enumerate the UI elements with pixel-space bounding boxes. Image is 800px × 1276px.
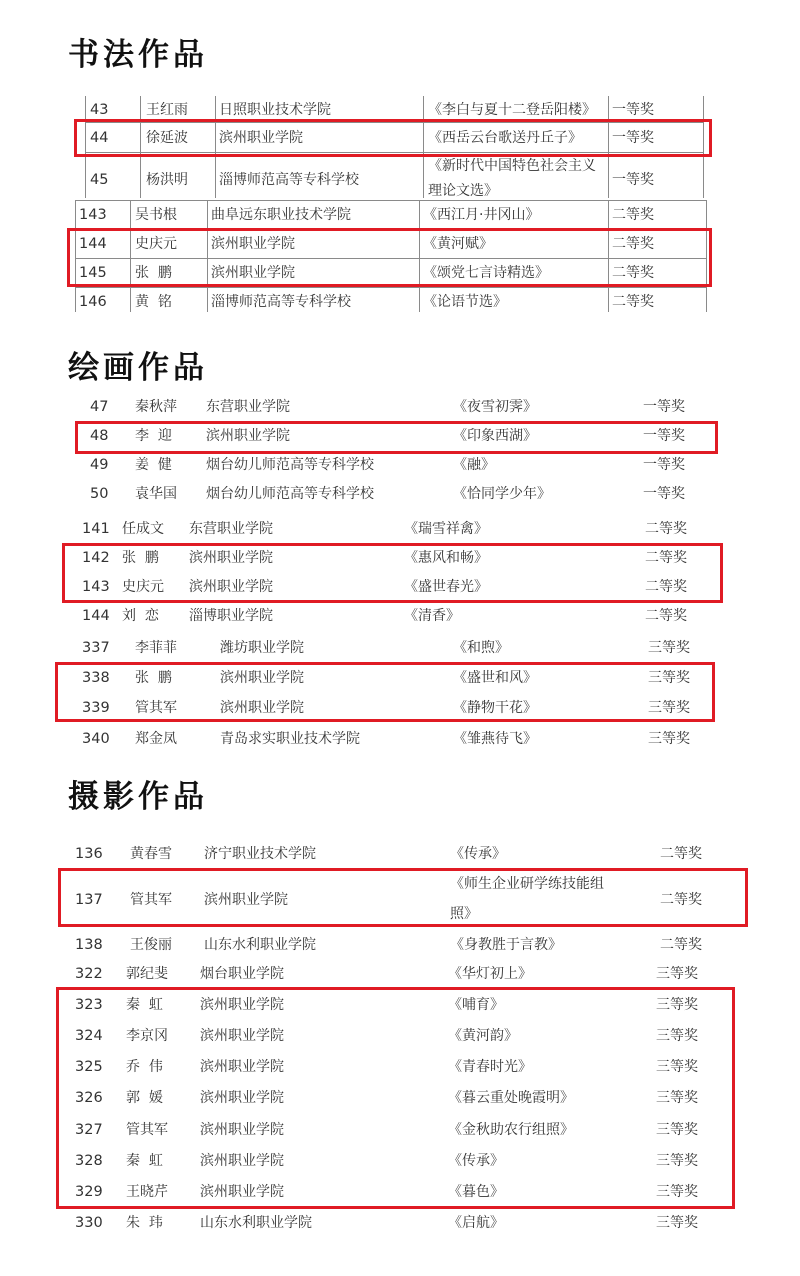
cell-award: 一等奖 (612, 130, 654, 146)
cell-school: 烟台幼儿师范高等专科学校 (206, 457, 374, 473)
cell-work: 《青春时光》 (448, 1059, 532, 1075)
cell-award: 三等奖 (656, 1122, 698, 1138)
cell-award: 三等奖 (656, 1090, 698, 1106)
cell-school: 滨州职业学院 (200, 1153, 284, 1169)
cell-number: 145 (79, 265, 107, 281)
cell-number: 337 (82, 640, 110, 656)
cell-work: 《启航》 (448, 1215, 504, 1231)
table-grid-line (75, 200, 706, 201)
cell-work: 《论语节选》 (423, 294, 507, 310)
cell-name: 郭 媛 (126, 1090, 163, 1106)
cell-award: 三等奖 (656, 1153, 698, 1169)
cell-number: 43 (90, 102, 109, 118)
cell-school: 滨州职业学院 (200, 1184, 284, 1200)
cell-award: 三等奖 (656, 1059, 698, 1075)
cell-name: 秦 虹 (126, 1153, 163, 1169)
cell-number: 47 (90, 399, 109, 415)
cell-school: 淄博师范高等专科学校 (211, 294, 351, 310)
cell-school: 淄博职业学院 (189, 608, 273, 624)
calligraphy-heading: 书法作品 (68, 37, 208, 73)
cell-number: 141 (82, 521, 110, 537)
cell-work: 《惠风和畅》 (404, 550, 488, 566)
cell-award: 三等奖 (648, 670, 690, 686)
cell-work: 《哺育》 (448, 997, 504, 1013)
cell-name: 王红雨 (146, 102, 188, 118)
cell-number: 136 (75, 846, 103, 862)
cell-name: 李 迎 (135, 428, 172, 444)
cell-award: 一等奖 (643, 486, 685, 502)
cell-award: 一等奖 (612, 172, 654, 188)
cell-name: 朱 玮 (126, 1215, 163, 1231)
cell-work: 《暮云重处晚霞明》 (448, 1090, 574, 1106)
cell-name: 史庆元 (122, 579, 164, 595)
cell-number: 137 (75, 892, 103, 908)
cell-work: 《和煦》 (453, 640, 509, 656)
cell-work: 《新时代中国特色社会主义 (428, 158, 596, 174)
cell-name: 刘 恋 (122, 608, 159, 624)
cell-work: 照》 (450, 906, 478, 922)
cell-school: 滨州职业学院 (200, 1090, 284, 1106)
cell-number: 144 (79, 236, 107, 252)
cell-work: 《金秋助农行组照》 (448, 1122, 574, 1138)
highlight-box (67, 228, 712, 287)
cell-name: 黄 铭 (135, 294, 172, 310)
cell-name: 袁华国 (135, 486, 177, 502)
cell-work: 《清香》 (404, 608, 460, 624)
cell-name: 徐延波 (146, 130, 188, 146)
cell-award: 二等奖 (645, 608, 687, 624)
cell-award: 三等奖 (656, 1184, 698, 1200)
cell-school: 滨州职业学院 (211, 265, 295, 281)
cell-school: 滨州职业学院 (200, 997, 284, 1013)
cell-work: 《传承》 (450, 846, 506, 862)
cell-school: 日照职业技术学院 (219, 102, 331, 118)
cell-number: 146 (79, 294, 107, 310)
cell-school: 山东水利职业学院 (204, 937, 316, 953)
highlight-box (56, 987, 735, 1209)
cell-number: 138 (75, 937, 103, 953)
cell-school: 东营职业学院 (189, 521, 273, 537)
cell-school: 东营职业学院 (206, 399, 290, 415)
cell-number: 323 (75, 997, 103, 1013)
highlight-box (58, 868, 748, 927)
cell-number: 325 (75, 1059, 103, 1075)
cell-work: 《黄河韵》 (448, 1028, 518, 1044)
painting-heading: 绘画作品 (68, 350, 208, 386)
cell-school: 滨州职业学院 (219, 130, 303, 146)
cell-number: 143 (82, 579, 110, 595)
cell-work: 《师生企业研学练技能组 (450, 876, 604, 892)
cell-number: 338 (82, 670, 110, 686)
cell-work: 《西江月·井冈山》 (423, 207, 540, 223)
cell-school: 青岛求实职业技术学院 (220, 731, 360, 747)
cell-number: 48 (90, 428, 109, 444)
cell-award: 一等奖 (643, 428, 685, 444)
cell-work: 《身教胜于言教》 (450, 937, 562, 953)
cell-number: 327 (75, 1122, 103, 1138)
highlight-box (74, 119, 712, 157)
cell-work: 《静物干花》 (453, 700, 537, 716)
cell-award: 二等奖 (612, 265, 654, 281)
cell-number: 144 (82, 608, 110, 624)
cell-name: 王俊丽 (130, 937, 172, 953)
cell-award: 三等奖 (656, 1215, 698, 1231)
cell-award: 一等奖 (643, 457, 685, 473)
cell-work: 《瑞雪祥禽》 (404, 521, 488, 537)
cell-school: 滨州职业学院 (200, 1059, 284, 1075)
cell-name: 张 鹏 (135, 265, 172, 281)
highlight-box (62, 543, 723, 603)
cell-work: 《盛世春光》 (404, 579, 488, 595)
cell-number: 328 (75, 1153, 103, 1169)
cell-award: 二等奖 (645, 521, 687, 537)
cell-number: 45 (90, 172, 109, 188)
cell-number: 50 (90, 486, 109, 502)
cell-work: 《夜雪初霁》 (453, 399, 537, 415)
cell-name: 郑金凤 (135, 731, 177, 747)
cell-name: 吴书根 (135, 207, 177, 223)
cell-award: 三等奖 (656, 1028, 698, 1044)
table-grid-line (75, 287, 706, 288)
cell-work: 《颂党七言诗精选》 (423, 265, 549, 281)
cell-name: 管其军 (135, 700, 177, 716)
cell-award: 二等奖 (612, 294, 654, 310)
cell-award: 二等奖 (645, 579, 687, 595)
cell-number: 322 (75, 966, 103, 982)
cell-school: 滨州职业学院 (211, 236, 295, 252)
cell-number: 326 (75, 1090, 103, 1106)
cell-school: 曲阜远东职业技术学院 (211, 207, 351, 223)
cell-number: 142 (82, 550, 110, 566)
cell-work: 《盛世和风》 (453, 670, 537, 686)
cell-name: 管其军 (126, 1122, 168, 1138)
cell-award: 二等奖 (660, 846, 702, 862)
cell-award: 三等奖 (648, 731, 690, 747)
cell-award: 三等奖 (656, 997, 698, 1013)
cell-number: 324 (75, 1028, 103, 1044)
cell-work: 《华灯初上》 (448, 966, 532, 982)
cell-award: 一等奖 (612, 102, 654, 118)
cell-work: 《李白与夏十二登岳阳楼》 (428, 102, 596, 118)
cell-number: 44 (90, 130, 109, 146)
cell-name: 姜 健 (135, 457, 172, 473)
cell-work: 理论文选》 (428, 183, 498, 199)
cell-school: 淄博师范高等专科学校 (219, 172, 359, 188)
cell-name: 郭纪斐 (126, 966, 168, 982)
cell-number: 340 (82, 731, 110, 747)
cell-number: 143 (79, 207, 107, 223)
cell-school: 滨州职业学院 (220, 700, 304, 716)
cell-school: 潍坊职业学院 (220, 640, 304, 656)
photography-heading: 摄影作品 (68, 779, 208, 815)
cell-award: 一等奖 (643, 399, 685, 415)
cell-work: 《暮色》 (448, 1184, 504, 1200)
cell-name: 乔 伟 (126, 1059, 163, 1075)
cell-school: 滨州职业学院 (220, 670, 304, 686)
cell-name: 管其军 (130, 892, 172, 908)
cell-award: 二等奖 (645, 550, 687, 566)
cell-name: 张 鹏 (135, 670, 172, 686)
cell-name: 史庆元 (135, 236, 177, 252)
cell-award: 三等奖 (656, 966, 698, 982)
cell-school: 滨州职业学院 (204, 892, 288, 908)
cell-award: 二等奖 (612, 207, 654, 223)
cell-number: 330 (75, 1215, 103, 1231)
cell-work: 《融》 (453, 457, 495, 473)
cell-name: 李菲菲 (135, 640, 177, 656)
cell-award: 二等奖 (660, 937, 702, 953)
highlight-box (55, 662, 715, 722)
cell-award: 三等奖 (648, 640, 690, 656)
cell-work: 《传承》 (448, 1153, 504, 1169)
cell-work: 《恰同学少年》 (453, 486, 551, 502)
cell-award: 二等奖 (612, 236, 654, 252)
cell-number: 49 (90, 457, 109, 473)
cell-award: 二等奖 (660, 892, 702, 908)
cell-school: 山东水利职业学院 (200, 1215, 312, 1231)
cell-name: 杨洪明 (146, 172, 188, 188)
cell-school: 滨州职业学院 (200, 1122, 284, 1138)
cell-name: 王晓芹 (126, 1184, 168, 1200)
cell-school: 济宁职业技术学院 (204, 846, 316, 862)
cell-name: 任成文 (122, 521, 164, 537)
cell-school: 滨州职业学院 (206, 428, 290, 444)
cell-name: 李京冈 (126, 1028, 168, 1044)
cell-number: 339 (82, 700, 110, 716)
cell-school: 烟台职业学院 (200, 966, 284, 982)
highlight-box (75, 421, 718, 454)
cell-school: 滨州职业学院 (189, 550, 273, 566)
cell-work: 《黄河赋》 (423, 236, 493, 252)
cell-name: 秦 虹 (126, 997, 163, 1013)
cell-work: 《雏燕待飞》 (453, 731, 537, 747)
cell-work: 《印象西湖》 (453, 428, 537, 444)
cell-number: 329 (75, 1184, 103, 1200)
cell-name: 黄春雪 (130, 846, 172, 862)
cell-school: 滨州职业学院 (189, 579, 273, 595)
cell-name: 张 鹏 (122, 550, 159, 566)
cell-work: 《西岳云台歌送丹丘子》 (428, 130, 582, 146)
cell-school: 烟台幼儿师范高等专科学校 (206, 486, 374, 502)
cell-name: 秦秋萍 (135, 399, 177, 415)
cell-school: 滨州职业学院 (200, 1028, 284, 1044)
cell-award: 三等奖 (648, 700, 690, 716)
